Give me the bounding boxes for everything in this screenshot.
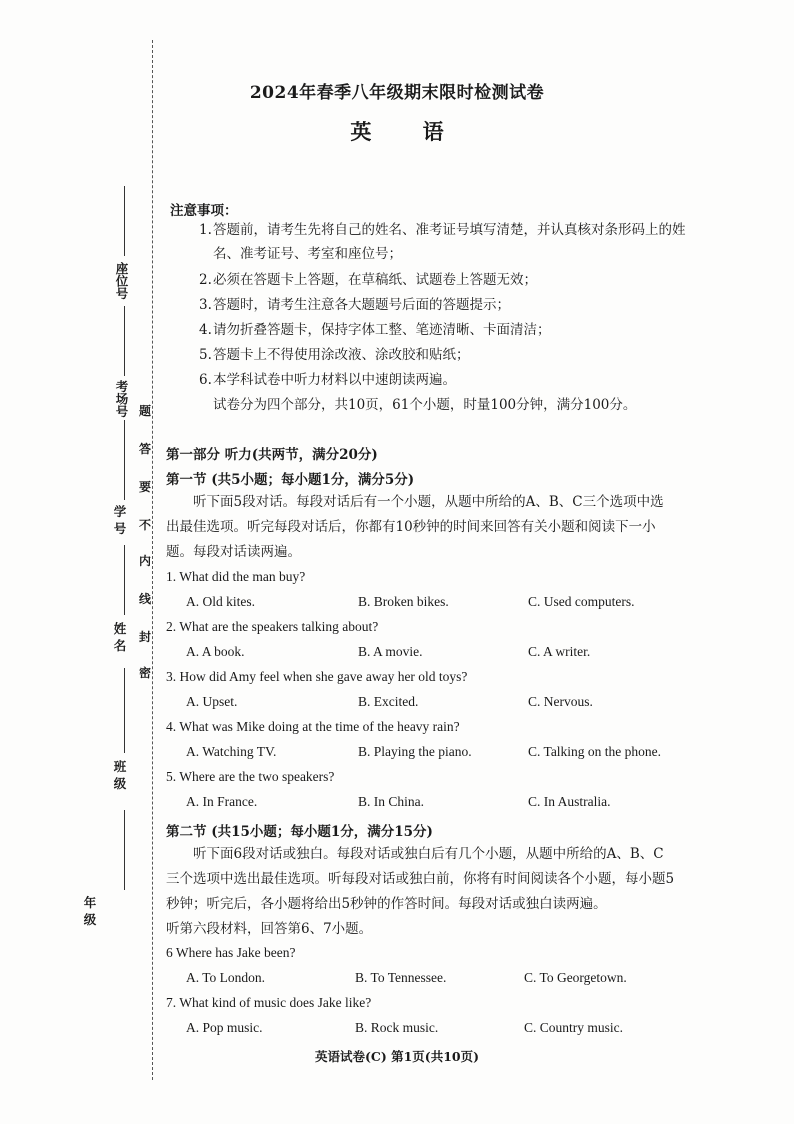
grade-blank	[124, 810, 125, 890]
student-no-label: 学 号	[112, 505, 127, 535]
option-a: A. In France.	[186, 794, 258, 809]
option-b: B. In China.	[358, 794, 424, 809]
option-a: A. Watching TV.	[186, 744, 277, 759]
question-stem: 3. How did Amy feel when she gave away her old toys?	[166, 669, 468, 684]
seal-char: 封	[138, 630, 151, 644]
seal-char: 密	[138, 666, 151, 680]
note-item	[199, 218, 739, 266]
instr-line: 听下面6段对话或独白。每段对话或独白后有几个小题，从题中所给的A、B、C	[193, 846, 664, 862]
page-footer: 英语试卷(C) 第1页(共10页)	[314, 1049, 480, 1064]
seal-char: 内	[138, 554, 151, 568]
seal-char: 不	[138, 518, 151, 532]
seat-label: 座位号	[114, 262, 129, 300]
seal-char: 线	[138, 592, 151, 606]
note-text: 答题卡上不得使用涂改液、涂改胶和贴纸；	[213, 347, 470, 363]
instr-line: 三个选项中选出最佳选项。听每段对话或独白前，你将有时间阅读各个小题，每小题5	[166, 871, 675, 887]
question-stem: 5. Where are the two speakers?	[166, 769, 335, 784]
instr-line: 题。每段对话读两遍。	[166, 544, 301, 560]
class-blank	[124, 668, 125, 753]
option-b: B. Excited.	[358, 694, 419, 709]
question-stem: 6 Where has Jake been?	[166, 945, 296, 960]
option-b: B. A movie.	[358, 644, 423, 659]
note-item	[199, 343, 739, 367]
note-number: 2.	[199, 272, 212, 288]
instr-line: 秒钟；听完后，各小题将给出5秒钟的作答时间。每段对话或独白读两遍。	[166, 896, 607, 912]
option-a: A. Old kites.	[186, 594, 255, 609]
binding-dashed-line	[152, 40, 153, 1080]
option-b: B. Broken bikes.	[358, 594, 449, 609]
section1-heading: 第一节 (共5小题；每小题1分，满分5分)	[166, 472, 415, 488]
section2-instructions	[166, 842, 726, 942]
note-number: 6.	[199, 372, 212, 388]
section1-instructions	[166, 490, 726, 565]
option-a: A. To London.	[186, 970, 266, 985]
room-blank	[124, 306, 125, 376]
seal-char: 题	[138, 404, 151, 418]
note-text: 本学科试卷中听力材料以中速朗读两遍。	[213, 372, 456, 388]
student-no-blank	[124, 420, 125, 500]
option-c: C. In Australia.	[528, 794, 611, 809]
subject-title: 英 语	[350, 119, 466, 144]
note-text: 答题时，请考生注意各大题题号后面的答题提示；	[213, 297, 510, 313]
note-item	[199, 318, 739, 342]
note-text: 必须在答题卡上答题，在草稿纸、试题卷上答题无效；	[213, 272, 537, 288]
option-a: A. Upset.	[186, 694, 238, 709]
note-item	[199, 268, 739, 292]
seal-char: 答	[138, 442, 151, 456]
exam-title: 2024年春季八年级期末限时检测试卷	[249, 83, 545, 103]
option-b: B. To Tennessee.	[355, 970, 447, 985]
question-stem: 2. What are the speakers talking about?	[166, 619, 379, 634]
option-c: C. A writer.	[528, 644, 591, 659]
notes-summary: 试卷分为四个部分，共10页，61个小题，时量100分钟，满分100分。	[213, 397, 637, 413]
note-text-cont: 名、准考证号、考室和座位号；	[213, 246, 402, 262]
note-number: 4.	[199, 322, 212, 338]
note-item	[199, 368, 739, 392]
option-c: C. Nervous.	[528, 694, 593, 709]
seal-char: 要	[138, 480, 151, 494]
part1-heading: 第一部分 听力(共两节，满分20分)	[166, 447, 378, 463]
note-text: 请勿折叠答题卡，保持字体工整、笔迹清晰、卡面清洁；	[213, 322, 551, 338]
question-stem: 7. What kind of music does Jake like?	[166, 995, 372, 1010]
question-stem: 1. What did the man buy?	[166, 569, 306, 584]
instr-line: 出最佳选项。听完每段对话后，你都有10秒钟的时间来回答有关小题和阅读下一小	[166, 519, 656, 535]
question-stem: 4. What was Mike doing at the time of the heavy rain?	[166, 719, 460, 734]
note-text: 答题前，请考生先将自己的姓名、准考证号填写清楚，并认真核对条形码上的姓	[213, 222, 686, 238]
option-a: A. A book.	[186, 644, 245, 659]
option-c: C. Talking on the phone.	[528, 744, 662, 759]
option-c: C. Country music.	[524, 1020, 624, 1035]
seat-blank	[124, 186, 125, 256]
option-c: C. To Georgetown.	[524, 970, 627, 985]
instr-line: 听下面5段对话。每段对话后有一个小题，从题中所给的A、B、C三个选项中选	[193, 494, 664, 510]
option-b: B. Playing the piano.	[358, 744, 472, 759]
note-item	[199, 293, 739, 317]
option-b: B. Rock music.	[355, 1020, 439, 1035]
option-a: A. Pop music.	[186, 1020, 263, 1035]
note-number: 3.	[199, 297, 212, 313]
name-blank	[124, 545, 125, 615]
notes-heading: 注意事项：	[170, 203, 238, 219]
grade-label: 年 级	[82, 896, 97, 926]
note-number: 1.	[199, 222, 212, 238]
class-label: 班 级	[112, 760, 127, 790]
note-number: 5.	[199, 347, 212, 363]
instr-line: 听第六段材料，回答第6、7小题。	[166, 921, 373, 937]
option-c: C. Used computers.	[528, 594, 635, 609]
section2-heading: 第二节 (共15小题；每小题1分，满分15分)	[166, 824, 433, 840]
room-label: 考场号	[114, 380, 129, 418]
name-label: 姓 名	[112, 622, 127, 652]
